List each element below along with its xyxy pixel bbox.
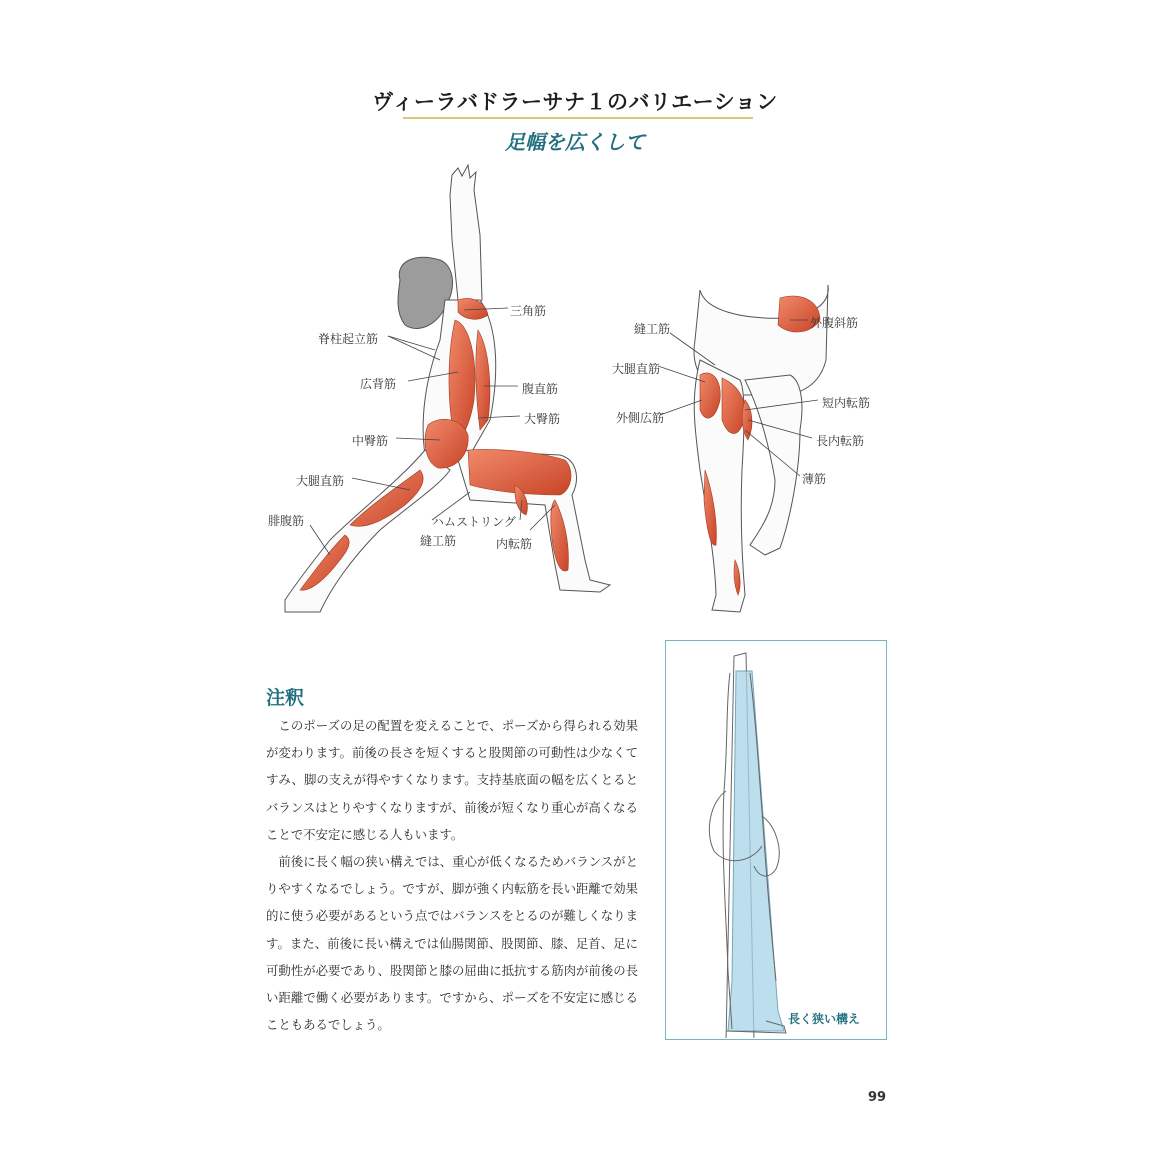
- label-sartorius-left: 縫工筋: [420, 534, 457, 548]
- warrior-pose-front-figure: [694, 285, 828, 612]
- narrow-stance-illustration: [666, 641, 885, 1038]
- label-erector-spinae: 脊柱起立筋: [318, 332, 379, 346]
- label-vastus-lateralis: 外側広筋: [616, 411, 665, 425]
- inset-caption: 長く狭い構え: [788, 1012, 861, 1026]
- label-sartorius-right: 縫工筋: [634, 322, 671, 336]
- page-subtitle: 足幅を広くして: [505, 130, 645, 154]
- label-latissimus: 広背筋: [360, 377, 397, 391]
- label-rectus-femoris-right: 大腿直筋: [612, 362, 661, 376]
- label-gluteus-maximus: 大臀筋: [524, 412, 561, 426]
- notes-paragraph: 前後に長く幅の狭い構えでは、重心が低くなるためバランスがとりやすくなるでしょう。ですが、脚が強く内転筋を長い距離で効果的に使う必要があるという点ではバランスをとるのが難しくなります。また、前後に長い構えでは仙腸関節、股関節、膝、足首、足に可動性が必要であり、股関節と膝の屈曲に抵抗する筋肉が前後の長い距離で働く必要があります。ですから、ポーズを不安定に感じることもあるでしょう。: [266, 854, 638, 1033]
- title-divider: [403, 117, 753, 119]
- label-rectus-abdominis: 腹直筋: [522, 382, 559, 396]
- label-adductor-longus: 長内転筋: [816, 434, 865, 448]
- label-hamstrings: ハムストリング: [432, 515, 516, 529]
- label-rectus-femoris: 大腿直筋: [296, 474, 345, 488]
- notes-paragraph: このポーズの足の配置を変えることで、ポーズから得られる効果が変わります。前後の長さを短くすると股関節の可動性は少なくてすみ、脚の支えが得やすくなります。支持基底面の幅を広くとるとバランスはとりやすくなりますが、前後が短くなり重心が高くなることで不安定に感じる人もいます。: [266, 718, 638, 842]
- page-title: ヴィーラバドラーサナ１のバリエーション: [372, 89, 778, 114]
- anatomy-illustrations: [0, 150, 1150, 630]
- page-number: 99: [868, 1090, 887, 1105]
- label-deltoid: 三角筋: [510, 304, 547, 318]
- label-adductors: 内転筋: [496, 537, 533, 551]
- label-gastrocnemius: 腓腹筋: [268, 514, 305, 528]
- label-gluteus-medius: 中臀筋: [352, 434, 389, 448]
- inset-illustration-frame: [665, 640, 887, 1040]
- notes-body: [266, 712, 638, 1038]
- label-gracilis: 薄筋: [802, 472, 827, 486]
- label-adductor-brevis: 短内転筋: [822, 396, 871, 410]
- notes-heading: 注釈: [266, 687, 305, 709]
- label-external-oblique: 外腹斜筋: [810, 316, 859, 330]
